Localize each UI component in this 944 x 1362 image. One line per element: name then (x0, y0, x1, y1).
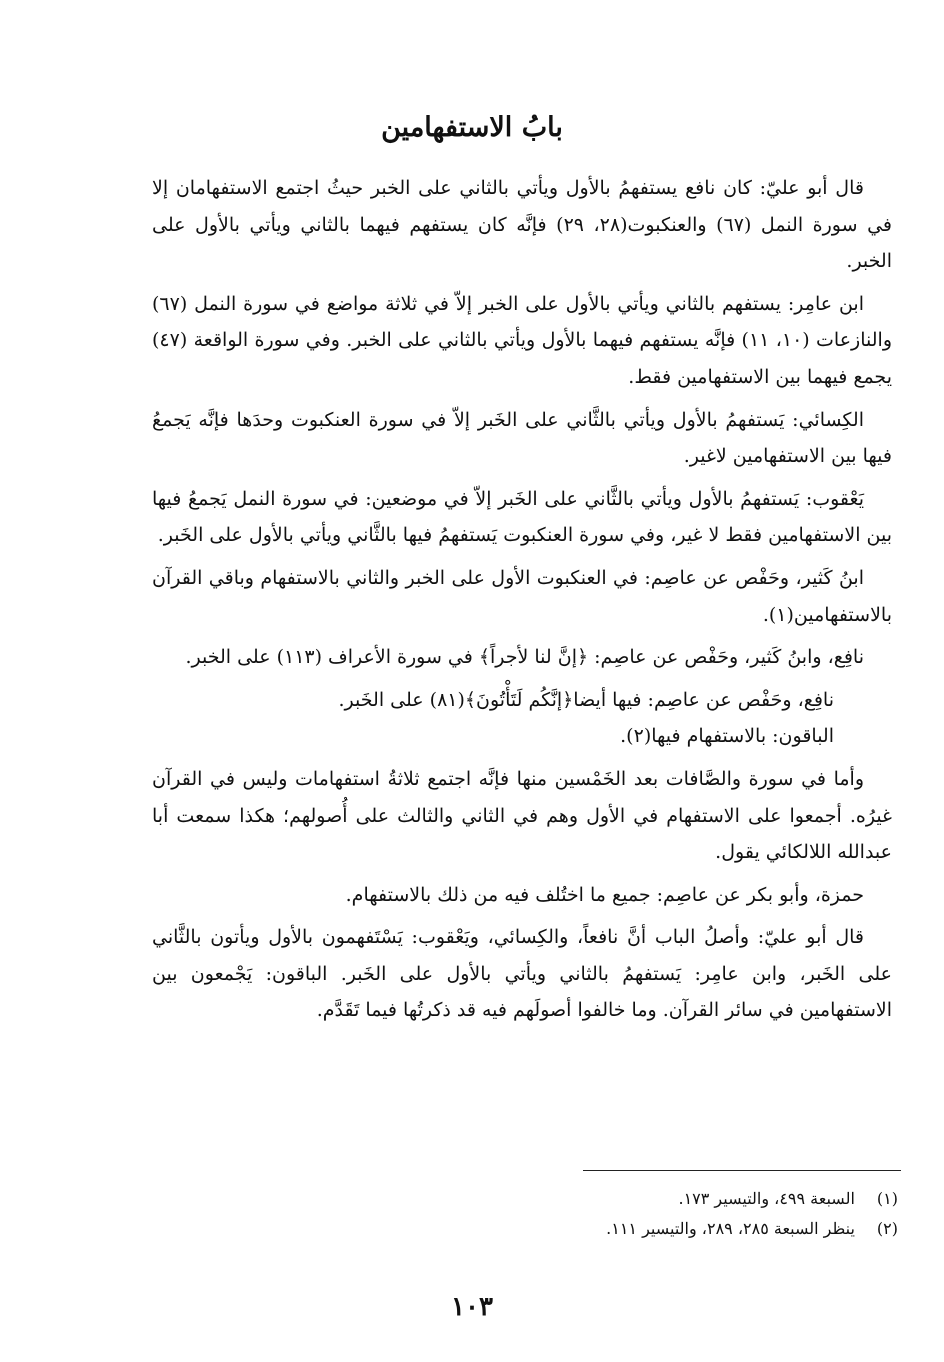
paragraph: يَعْقوب: يَستفهمُ بالأول ويأتي بالثَّاني على الخَبر إلاّ في موضعين: في سورة النمل يَجمعُ فيها بين الاستفهامين فقط لا غير، وفي سورة العنكبوت يَستفهمُ فيها بالثَّاني ويأتي بالأول على الخَبر. (152, 487, 892, 547)
paragraph: الكِسائي: يَستفهمُ بالأول ويأتي بالثَّاني على الخَبر إلاّ في سورة العنكبوت وحدَها فإنَّه يَجمعُ فيها بين الاستفهامين لاغير. (152, 408, 892, 468)
footnote-divider (583, 1170, 901, 1171)
paragraph: ابن عامِر: يستفهم بالثاني ويأتي بالأول على الخبر إلاّ في ثلاثة مواضع في سورة النمل (٦٧) والنازعات (١٠، ١١) فإنَّه يستفهم فيهما بالأول ويأتي بالثاني على الخبر. وفي سورة الواقعة (٤٧) يجمع فيهما بين الاستفهامين فقط. (152, 292, 892, 388)
body-text (152, 170, 892, 1035)
page-number: ١٠٣ (451, 1292, 493, 1322)
paragraph: حمزة، وأبو بكر عن عاصِم: جميع ما اختُلف فيه من ذلك بالاستفهام. (345, 883, 864, 906)
footnote (152, 1214, 898, 1244)
chapter-title: بابُ الاستفهامين (381, 112, 563, 143)
footnotes (152, 1184, 898, 1244)
indented-line: الباقون: بالاستفهام فيها(٢). (620, 725, 834, 748)
footnote-text: السبعة ٤٩٩، والتيسير ١٧٣. (678, 1189, 855, 1208)
paragraph: نافِع، وابنُ كَثير، وحَفْص عن عاصِم: ﴿إنَّ لنا لأجراً﴾ في سورة الأعراف (١١٣) على الخبر. (185, 646, 864, 669)
footnote (152, 1184, 898, 1214)
paragraph: ابنُ كَثير، وحَفْص عن عاصِم: في العنكبوت الأول على الخبر والثاني بالاستفهام وباقي القرآن بالاستفهامين(١). (152, 566, 892, 626)
indented-line: نافِع، وحَفْص عن عاصِم: فيها أيضا﴿إنَّكُم لَتَأْتُونَ﴾(٨١) على الخَبر. (338, 688, 834, 711)
paragraph: وأما في سورة والصَّافات بعد الخَمْسين منها فإنَّه اجتمع ثلاثةُ استفهامات وليس في القرآن غيرُه. أجمعوا على الاستفهام في الأول وهم في الثاني والثالث على أُصولهم؛ هكذا سمعت أبا عبدالله اللالكائي يقول. (152, 767, 892, 864)
footnote-text: ينظر السبعة ٢٨٥، ٢٨٩، والتيسير ١١١. (606, 1219, 855, 1238)
footnote-number: (٢) (876, 1219, 898, 1238)
paragraph: قال أبو عليّ: كان نافع يستفهمُ بالأول ويأتي بالثاني على الخبر حيثُ اجتمع الاستفهامان إلا في سورة النمل (٦٧) والعنكبوت(٢٨، ٢٩) فإنَّه كان يستفهم فيهما بالثاني ويأتي بالأول على الخبر. (152, 177, 892, 273)
footnote-number: (١) (876, 1189, 898, 1208)
paragraph: قال أبو عليّ: وأصلُ الباب أنَّ نافعاً، والكِسائي، ويَعْقوب: يَسْتَفهمون بالأول ويأتون بالثَّاني على الخَبر، وابن عامِر: يَستفهمُ بالثاني ويأتي بالأول على الخَبر. الباقون: يَجْمعون بين الاستفهامين في سائر القرآن. وما خالفوا أصولَهم فيه قد ذكرتُها فيما تَقَدَّم. (152, 926, 892, 1022)
